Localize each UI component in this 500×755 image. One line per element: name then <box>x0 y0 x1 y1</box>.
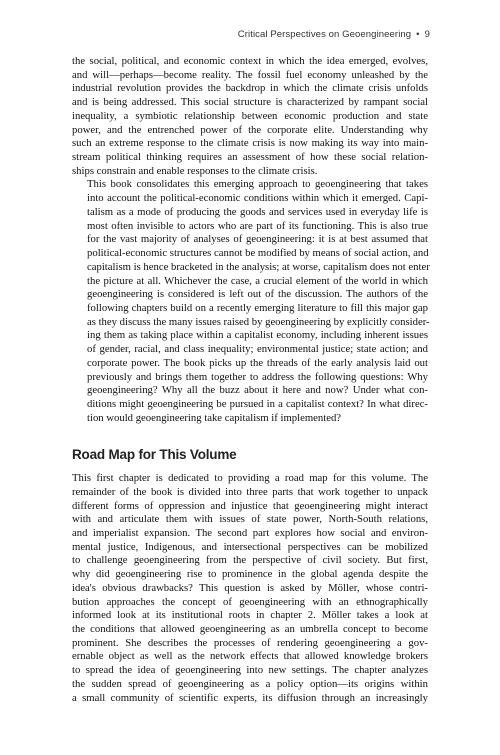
text-line: geoengineering? Why all the buzz about it here and now? Under what con- <box>87 384 428 397</box>
text-line: idea's obvious drawbacks? This question is asked by Möller, whose contri- <box>72 581 428 594</box>
text-line: informed look at its institutional roots in chapter 2. Möller takes a look at <box>72 609 428 622</box>
running-head <box>238 29 430 40</box>
text-line: a small community of scientific experts, its diffusion through an increasingly <box>72 691 428 704</box>
text-line: bution approaches the concept of geoengineering with an ethnographically <box>72 595 428 608</box>
text-line: to challenge geoengineering from the perspective of civil society. But first, <box>72 554 428 567</box>
text-line: the sudden spread of geoengineering as a policy option—its origins within <box>72 677 428 690</box>
text-line: This first chapter is dedicated to providing a road map for this volume. The <box>72 472 428 485</box>
text-line: for the vast majority of analyses of geoengineering: it is at best assumed that <box>87 233 428 246</box>
text-line: with and articulate them with issues of state power, North-South relations, <box>72 513 428 526</box>
bullet-separator: • <box>416 29 420 40</box>
text-line: political-economic structures cannot be modified by means of social action, and <box>87 247 429 260</box>
paragraph-book-approach <box>72 178 428 425</box>
text-line: capitalism is hence bracketed in the analysis; at worse, capitalism does not enter <box>87 260 430 273</box>
text-line: the social, political, and economic context in which the idea emerged, evolves, <box>72 55 428 67</box>
text-line: of gender, racial, and class inequality; environmental justice; state action; and <box>87 343 428 356</box>
page-number: 9 <box>424 29 430 40</box>
text-line: remainder of the book is divided into three parts that work together to unpack <box>72 485 428 498</box>
text-line: different forms of oppression and injustice that geoengineering might interact <box>72 499 428 512</box>
text-line: the conditions that allowed geoengineering as an umbrella concept to become <box>72 623 428 636</box>
text-line: ing them as taking place within a capitalist economy, including inherent issues <box>87 329 428 342</box>
paragraph-road-map <box>72 472 428 705</box>
text-line: following chapters build on a recently emerging literature to fill this major gap <box>87 301 428 314</box>
text-line: stream political thinking requires an assessment of how these social relation- <box>72 151 428 164</box>
text-line: and will—perhaps—become reality. The fossil fuel economy unleashed by the <box>72 68 428 81</box>
text-line: talism as a mode of producing the goods and services used in everyday life is <box>87 205 428 218</box>
text-line: power, and the entrenched power of the corporate elite. Understanding why <box>72 123 428 136</box>
text-line: industrial revolution provides the backdrop in which the climate crisis unfolds <box>72 82 428 95</box>
text-line: into account the political-economic conditions within which it emerged. Capi- <box>87 192 428 205</box>
text-line: ernable object as well as the network effects that allowed knowledge brokers <box>72 650 428 663</box>
paragraph-context <box>72 55 428 178</box>
page-body <box>72 55 428 705</box>
text-line: such an extreme response to the climate crisis is now making its way into main- <box>72 137 428 150</box>
text-line: and is being addressed. This social structure is characterized by rampant social <box>72 96 428 109</box>
text-line: most often invisible to actors who are part of its functioning. This is also true <box>87 219 428 232</box>
text-line: mental justice, Indigenous, and intersectional perspectives can be mobilized <box>72 540 428 553</box>
text-line: tion would geoengineering take capitalism if implemented? <box>87 411 342 424</box>
text-line: and imperialist expansion. The second part explores how social and environ- <box>72 527 428 539</box>
text-line: why did geoengineering rise to prominence in the global agenda despite the <box>72 568 428 581</box>
text-line: This book consolidates this emerging approach to geoengineering that takes <box>87 178 428 191</box>
text-line: corporate power. The book picks up the threads of the early analysis laid out <box>87 356 428 369</box>
text-line: the picture at all. Whichever the case, a crucial element of the world in which <box>87 274 428 287</box>
text-line: inequality, a symbiotic relationship between economic production and state <box>72 109 428 122</box>
text-line: previously and brings them together to address the following questions: Why <box>87 370 428 383</box>
text-line: geoengineering is considered is left out of the discussion. The authors of the <box>87 288 428 301</box>
running-title: Critical Perspectives on Geoengineering <box>237 29 412 40</box>
text-line: to spread the idea of geoengineering into new settings. The chapter analyzes <box>72 664 428 677</box>
text-line: ditions might geoengineering be pursued in a capitalist context? In what direc- <box>87 397 428 410</box>
text-line: prominent. She describes the processes of rendering geoengineering a gov- <box>72 636 428 649</box>
text-line: ships constrain and enable responses to the climate crisis. <box>72 164 318 177</box>
section-heading: Road Map for This Volume <box>72 447 237 463</box>
text-line: as they discuss the many issues raised by geoengineering by explicitly consider- <box>87 315 430 328</box>
